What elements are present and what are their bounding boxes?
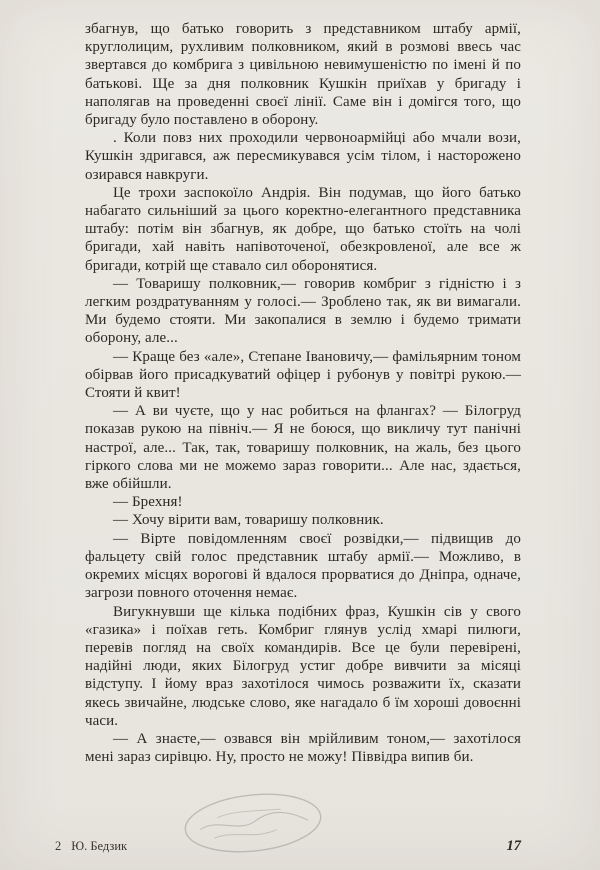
dialogue-paragraph: — А ви чуєте, що у нас робиться на флангах? — Білогруд показав рукою на північ.— Я не боюся, що викличу тут панічні настрої, але... Так, так, товаришу полковник, на жаль, без цього гіркого слова ми не можемо зараз говорити... Але нас, здається, вже обійшли. <box>85 403 521 493</box>
paragraph: збагнув, що батько говорить з представником штабу армії, круглолицим, рухливим полковником, який в розмові ввесь час звертався до комбрига з цивільною невимушеністю по імені й по батькові. Ще за дня полковник Кушкін приїхав у бригаду і наполягав на проведенні своєї лінії. Саме він і домігся того, що бригаду було поставлено в оборону. <box>85 21 521 129</box>
dialogue-paragraph: — Брехня! <box>113 494 183 511</box>
running-title <box>55 839 127 854</box>
dialogue-paragraph: — Хочу вірити вам, товаришу полковник. <box>113 512 384 529</box>
page-footer <box>55 838 521 855</box>
signature-number: 2 <box>55 839 62 853</box>
paragraph: Це трохи заспокоїло Андрія. Він подумав, що його батько набагато сильніший за цього коректно-елегантного представника штабу: потім він збагнув, як добре, що батько стоїть на чолі бригади, хай навіть напівоточеної, обезкровленої, але все ж бригади, котрій ще ставало сил оборонятися. <box>85 184 521 274</box>
dialogue-paragraph: — А знаєте,— озвався він мрійливим тоном,— захотілося мені зараз сирівцю. Ну, просто не можу! Піввідра випив би. <box>85 730 521 766</box>
dialogue-paragraph: — Товаришу полковник,— говорив комбриг з гідністю і з легким роздратуванням у голосі.— Зроблено так, як ви вимагали. Ми будемо стояти. Ми закопалися в землю і будемо тримати оборону, але... <box>85 275 521 347</box>
dialogue-paragraph: — Краще без «але», Степане Івановичу,— фамільярним тоном обірвав його присадкуватий офіцер і рубонув у повітрі рукою.— Стояти й квит! <box>85 348 521 402</box>
author-name: Ю. Бедзик <box>71 839 128 853</box>
page-number: 17 <box>506 838 521 854</box>
paragraph: Вигукнувши ще кілька подібних фраз, Кушкін сів у свого «газика» і поїхав геть. Комбриг глянув услід хмарі пилюги, перевів погляд на своїх командирів. Все це були перевірені, надійні люди, яких Білогруд устиг добре вивчити за місяці відступу. І йому враз захотілося чимось розважити їх, сказати якесь звичайне, людське слово, яке нагадало б їм хороші довоєнні часи. <box>85 603 521 729</box>
dialogue-paragraph: — Вірте повідомленням своєї розвідки,— підвищив до фальцету свій голос представник штабу армії.— Можливо, в окремих місцях ворогові й вдалося прорватися до Дніпра, одначе, загрози повного оточення немає. <box>85 530 521 602</box>
page-text <box>85 20 521 766</box>
paragraph: . Коли повз них проходили червоноармійці або мчали вози, Кушкін здригався, аж пересмикувався усім тілом, і насторожено озирався навкруги. <box>85 130 521 183</box>
